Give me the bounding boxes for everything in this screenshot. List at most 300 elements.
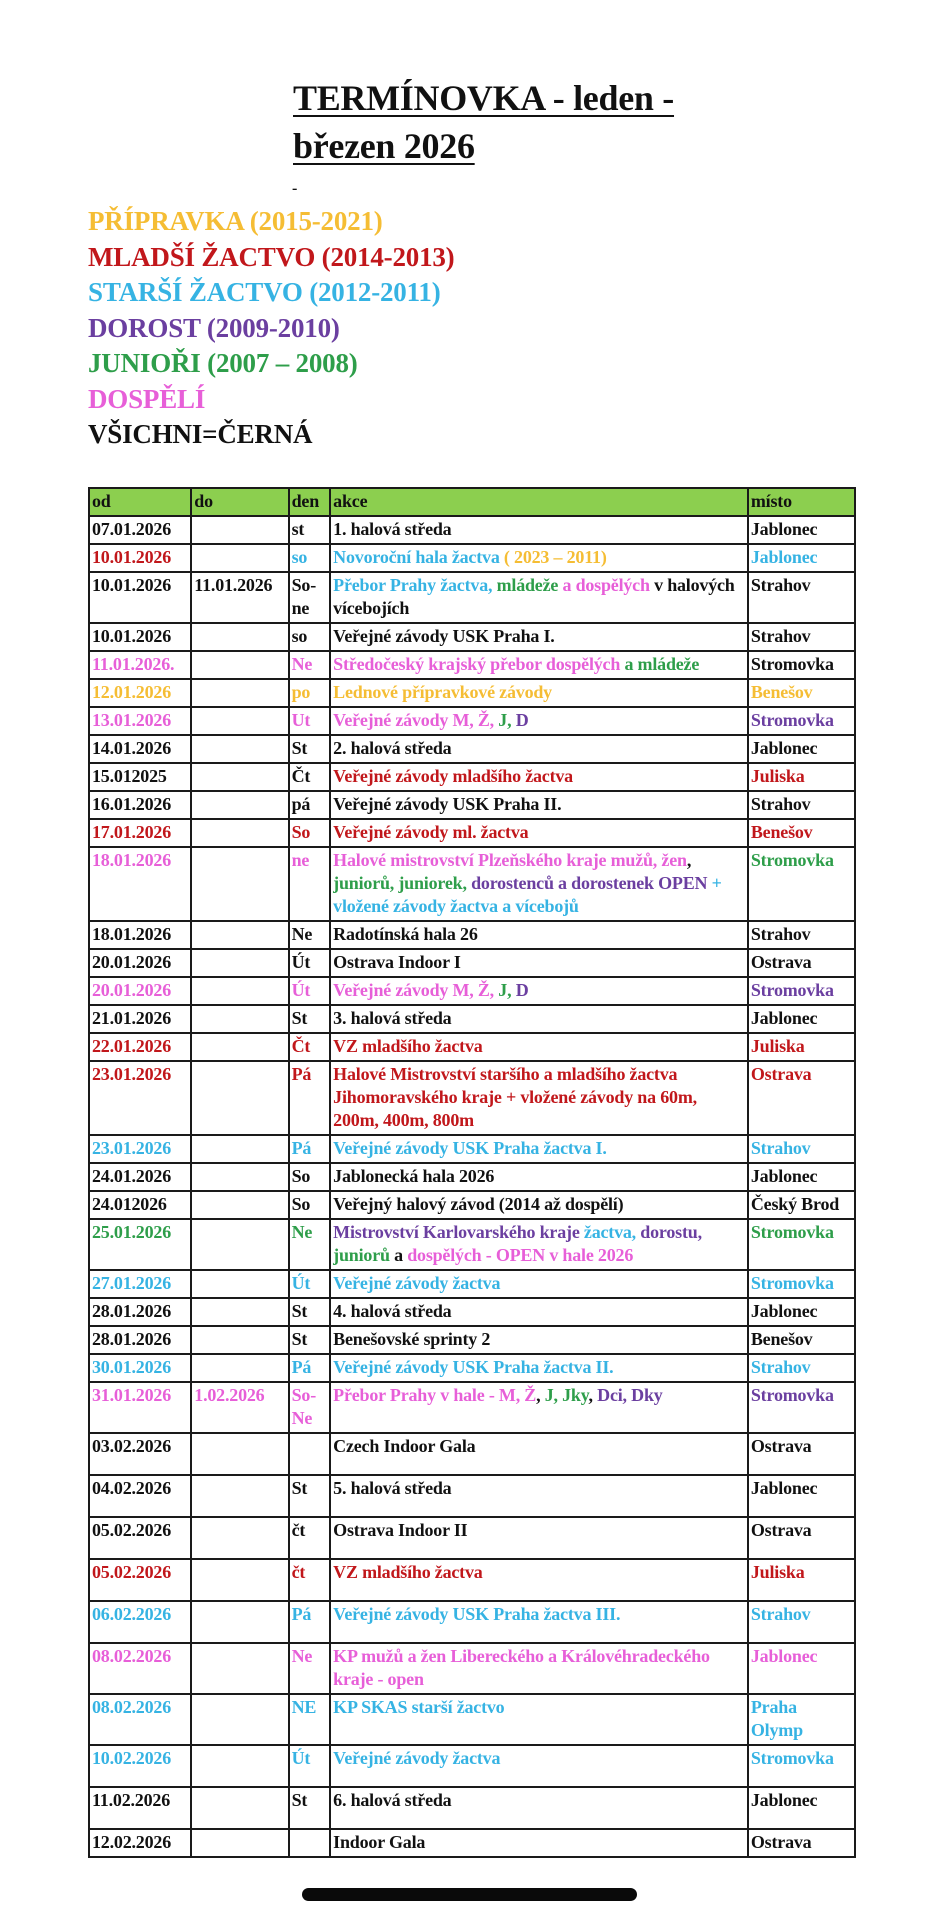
cell-den: St [289,1475,331,1517]
cell-akce [330,1787,748,1829]
cell-od: 08.02.2026 [89,1643,191,1694]
cell-misto: Strahov [748,1601,855,1643]
cell-od: 28.01.2026 [89,1298,191,1326]
cell-misto: Benešov [748,679,855,707]
akce-segment: , [588,1385,598,1405]
akce-segment: Lednové přípravkové závody [333,682,552,702]
cell-do [191,623,288,651]
cell-misto: Strahov [748,572,855,623]
cell-akce [330,651,748,679]
cell-misto: Jablonec [748,544,855,572]
cell-akce [330,763,748,791]
cell-do [191,1517,288,1559]
table-row [89,1061,855,1135]
table-row [89,1298,855,1326]
cell-od: 10.01.2026 [89,572,191,623]
cell-misto: Benešov [748,1326,855,1354]
cell-od: 20.01.2026 [89,949,191,977]
cell-do [191,1061,288,1135]
cell-do [191,1163,288,1191]
header-den: den [289,488,331,516]
akce-segment: Veřejné závody žactva [333,1273,501,1293]
akce-segment: a dospělých [562,575,655,595]
cell-od: 24.01.2026 [89,1163,191,1191]
akce-segment: Ostrava Indoor II [333,1520,468,1540]
cell-do [191,1270,288,1298]
akce-segment: v halových vícebojích [333,575,735,618]
cell-akce [330,1643,748,1694]
cell-misto: Ostrava [748,1829,855,1857]
cell-od: 20.01.2026 [89,977,191,1005]
cell-od: 31.01.2026 [89,1382,191,1433]
cell-od: 11.01.2026. [89,651,191,679]
cell-den: Pá [289,1354,331,1382]
cell-do [191,516,288,544]
akce-segment: J, [498,710,516,730]
cell-akce [330,707,748,735]
cell-den: Út [289,977,331,1005]
cell-akce [330,1517,748,1559]
akce-segment: VZ mladšího žactva [333,1562,483,1582]
cell-misto: Jablonec [748,1475,855,1517]
table-row [89,1517,855,1559]
akce-segment: a mládeže [624,654,700,674]
cell-akce [330,623,748,651]
cell-do [191,1219,288,1270]
cell-akce [330,977,748,1005]
table-row [89,1326,855,1354]
table-row [89,1033,855,1061]
cell-den: Ne [289,1219,331,1270]
cell-den: Pá [289,1135,331,1163]
akce-segment: Středočeský krajský přebor dospělých [333,654,625,674]
cell-od: 11.02.2026 [89,1787,191,1829]
akce-segment: VZ mladšího žactva [333,1036,483,1056]
cell-akce [330,1326,748,1354]
color-legend [88,204,454,453]
cell-misto: Ostrava [748,1061,855,1135]
cell-akce [330,1745,748,1787]
cell-misto: Juliska [748,1033,855,1061]
cell-misto: Strahov [748,623,855,651]
akce-segment: , [686,850,692,870]
cell-akce [330,1163,748,1191]
legend-item: DOSPĚLÍ [88,383,206,414]
table-row [89,1005,855,1033]
cell-akce [330,1601,748,1643]
akce-segment: KP SKAS starší žactvo [333,1697,505,1717]
table-row [89,679,855,707]
akce-segment: Veřejné závody USK Praha žactva I. [333,1138,607,1158]
akce-segment: dospělých - OPEN v hale 2026 [407,1245,634,1265]
cell-akce [330,949,748,977]
cell-den: so [289,623,331,651]
title-line-2: březen 2026 [293,126,475,166]
cell-misto: Juliska [748,763,855,791]
akce-segment: 6. halová středa [333,1790,452,1810]
akce-segment: Veřejný halový závod (2014 až dospělí) [333,1194,624,1214]
cell-do [191,1135,288,1163]
cell-od: 18.01.2026 [89,847,191,921]
cell-akce [330,1475,748,1517]
akce-segment: Ostrava Indoor I [333,952,461,972]
table-row [89,1601,855,1643]
table-row [89,1559,855,1601]
table-row [89,1475,855,1517]
cell-misto: Jablonec [748,1787,855,1829]
akce-segment: D [515,710,529,730]
cell-akce [330,1298,748,1326]
akce-segment: Mistrovství Karlovarského kraje [333,1222,584,1242]
cell-den: St [289,1326,331,1354]
akce-segment: 4. halová středa [333,1301,452,1321]
legend-item: VŠICHNI=ČERNÁ [88,419,313,449]
table-row [89,1694,855,1745]
akce-segment: Benešovské sprinty 2 [333,1329,491,1349]
cell-od: 10.01.2026 [89,544,191,572]
akce-segment: Veřejné závody žactva [333,1748,501,1768]
akce-segment: dorostu, [640,1222,702,1242]
cell-akce [330,847,748,921]
akce-segment: žactva, [583,1222,641,1242]
cell-misto: Jablonec [748,516,855,544]
cell-den: NE [289,1694,331,1745]
cell-den: So [289,819,331,847]
cell-den: Ne [289,1643,331,1694]
akce-segment: juniorů [333,1245,395,1265]
table-row [89,847,855,921]
cell-den: So-Ne [289,1382,331,1433]
cell-misto: Jablonec [748,1005,855,1033]
akce-segment: a [394,1245,408,1265]
table-row [89,1270,855,1298]
cell-do [191,791,288,819]
cell-akce [330,1219,748,1270]
cell-od: 08.02.2026 [89,1694,191,1745]
cell-akce [330,1033,748,1061]
table-row [89,1163,855,1191]
cell-den: Čt [289,763,331,791]
table-row [89,735,855,763]
cell-misto: Jablonec [748,735,855,763]
cell-od: 16.01.2026 [89,791,191,819]
akce-segment: Halové mistrovství Plzeňského kraje mužů, žen [333,850,687,870]
akce-segment: Veřejné závody USK Praha II. [333,794,562,814]
cell-akce [330,1354,748,1382]
legend-item: PŘÍPRAVKA (2015-2021) [88,206,383,236]
cell-den: Út [289,949,331,977]
home-indicator[interactable] [302,1888,637,1901]
cell-akce [330,679,748,707]
cell-akce [330,1135,748,1163]
cell-do [191,819,288,847]
cell-do [191,735,288,763]
cell-do [191,1005,288,1033]
cell-od: 07.01.2026 [89,516,191,544]
table-row [89,572,855,623]
cell-den: po [289,679,331,707]
cell-od: 27.01.2026 [89,1270,191,1298]
cell-den: St [289,1787,331,1829]
cell-den: Út [289,1270,331,1298]
cell-misto: Stromovka [748,1745,855,1787]
cell-do [191,921,288,949]
akce-segment: Přebor Prahy v hale - M, Ž [333,1385,537,1405]
cell-misto: Juliska [748,1559,855,1601]
cell-od: 14.01.2026 [89,735,191,763]
cell-do [191,1601,288,1643]
cell-od: 30.01.2026 [89,1354,191,1382]
cell-od: 15.012025 [89,763,191,791]
akce-segment: Radotínská hala 26 [333,924,478,944]
cell-misto: Jablonec [748,1643,855,1694]
cell-den: Pá [289,1601,331,1643]
cell-den: St [289,1298,331,1326]
cell-akce [330,572,748,623]
cell-den: čt [289,1559,331,1601]
cell-do [191,1433,288,1475]
akce-segment: ( 2023 – 2011) [503,547,607,567]
table-row [89,544,855,572]
table-header-row [89,488,855,516]
table-row [89,1745,855,1787]
cell-akce [330,1005,748,1033]
table-row [89,791,855,819]
akce-segment: D [515,980,529,1000]
cell-do [191,1694,288,1745]
akce-segment: dorostenců a dorostenek OPEN [471,873,712,893]
cell-den: st [289,516,331,544]
cell-den: St [289,1005,331,1033]
akce-segment: juniorů, juniorek, [333,873,472,893]
cell-den: Ne [289,651,331,679]
cell-misto: Stromovka [748,847,855,921]
akce-segment: J, [498,980,516,1000]
akce-segment: Veřejné závody M, Ž, [333,710,499,730]
cell-misto: Stromovka [748,1219,855,1270]
table-row [89,1354,855,1382]
cell-do: 11.01.2026 [191,572,288,623]
table-row [89,949,855,977]
cell-do [191,1475,288,1517]
page-title [293,74,763,170]
akce-segment: Veřejné závody USK Praha I. [333,626,555,646]
stray-dash: - [292,180,298,197]
cell-akce [330,1829,748,1857]
legend-item: JUNIOŘI (2007 – 2008) [88,348,358,378]
cell-misto: Strahov [748,921,855,949]
cell-akce [330,1382,748,1433]
akce-segment: KP mužů a žen Libereckého a Královéhradeckého kraje - open [333,1646,710,1689]
cell-od: 10.01.2026 [89,623,191,651]
cell-od: 10.02.2026 [89,1745,191,1787]
cell-do [191,763,288,791]
cell-od: 28.01.2026 [89,1326,191,1354]
cell-misto: Benešov [748,819,855,847]
cell-akce [330,544,748,572]
akce-segment: 2. halová středa [333,738,452,758]
akce-segment: Novoroční hala žactva [333,547,504,567]
header-misto: místo [748,488,855,516]
cell-do [191,1787,288,1829]
cell-do: 1.02.2026 [191,1382,288,1433]
title-line-1: TERMÍNOVKA - leden - [293,78,675,118]
cell-den: Ne [289,921,331,949]
cell-den [289,1829,331,1857]
header-do: do [191,488,288,516]
cell-den: So [289,1191,331,1219]
cell-misto: Jablonec [748,1163,855,1191]
cell-do [191,544,288,572]
cell-den: Ut [289,707,331,735]
cell-od: 18.01.2026 [89,921,191,949]
akce-segment: Veřejné závody mladšího žactva [333,766,573,786]
akce-segment: + vložené závody žactva a vícebojů [333,873,722,916]
cell-do [191,1326,288,1354]
cell-od: 04.02.2026 [89,1475,191,1517]
cell-misto: Stromovka [748,651,855,679]
legend-item: MLADŠÍ ŽACTVO (2014-2013) [88,241,455,272]
cell-do [191,949,288,977]
cell-do [191,1033,288,1061]
cell-od: 17.01.2026 [89,819,191,847]
cell-misto: Stromovka [748,1270,855,1298]
akce-segment: Přebor Prahy žactva, [333,575,497,595]
cell-den: so [289,544,331,572]
table-row [89,1787,855,1829]
schedule-table [88,487,856,1858]
cell-akce [330,1061,748,1135]
cell-den: ne [289,847,331,921]
table-row [89,1219,855,1270]
table-row [89,977,855,1005]
akce-segment: Jablonecká hala 2026 [333,1166,495,1186]
cell-od: 05.02.2026 [89,1517,191,1559]
cell-do [191,977,288,1005]
cell-do [191,707,288,735]
cell-do [191,1745,288,1787]
cell-od: 21.01.2026 [89,1005,191,1033]
akce-segment: 1. halová středa [333,519,452,539]
cell-akce [330,1191,748,1219]
akce-segment: Indoor Gala [333,1832,426,1852]
cell-misto: Ostrava [748,949,855,977]
cell-do [191,1559,288,1601]
cell-den: So [289,1163,331,1191]
akce-segment: Halové Mistrovství staršího a mladšího žactva Jihomoravského kraje + vložené závody na 60m, 200m, 400m, 800m [333,1064,697,1130]
cell-misto: Jablonec [748,1298,855,1326]
cell-den: St [289,735,331,763]
cell-den: Čt [289,1033,331,1061]
table-row [89,516,855,544]
cell-misto: Stromovka [748,977,855,1005]
akce-segment: Veřejné závody USK Praha žactva II. [333,1357,614,1377]
cell-misto: Český Brod [748,1191,855,1219]
table-row [89,1433,855,1475]
cell-od: 25.01.2026 [89,1219,191,1270]
cell-den: So-ne [289,572,331,623]
legend-item: DOROST (2009-2010) [88,312,340,343]
cell-do [191,679,288,707]
cell-od: 23.01.2026 [89,1061,191,1135]
cell-od: 24.012026 [89,1191,191,1219]
cell-do [191,651,288,679]
header-od: od [89,488,191,516]
cell-misto: Stromovka [748,1382,855,1433]
table-row [89,651,855,679]
cell-od: 13.01.2026 [89,707,191,735]
akce-segment: 5. halová středa [333,1478,452,1498]
akce-segment: 3. halová středa [333,1008,452,1028]
cell-od: 12.01.2026 [89,679,191,707]
cell-akce [330,735,748,763]
cell-misto: Ostrava [748,1517,855,1559]
cell-od: 23.01.2026 [89,1135,191,1163]
cell-akce [330,819,748,847]
cell-akce [330,1270,748,1298]
cell-misto: Strahov [748,1354,855,1382]
table-row [89,623,855,651]
akce-segment: , [536,1385,545,1405]
cell-den: čt [289,1517,331,1559]
cell-misto: Strahov [748,791,855,819]
cell-den: pá [289,791,331,819]
cell-do [191,1191,288,1219]
table-row [89,1382,855,1433]
cell-akce [330,921,748,949]
table-row [89,921,855,949]
akce-segment: Veřejné závody M, Ž, [333,980,499,1000]
table-row [89,1643,855,1694]
table-row [89,1191,855,1219]
cell-misto: Praha Olymp [748,1694,855,1745]
akce-segment: Veřejné závody ml. žactva [333,822,529,842]
cell-misto: Ostrava [748,1433,855,1475]
cell-akce [330,1694,748,1745]
table-row [89,1135,855,1163]
cell-do [191,1298,288,1326]
legend-item: STARŠÍ ŽACTVO (2012-2011) [88,277,441,307]
akce-segment: Dci, Dky [597,1385,663,1405]
cell-den: Út [289,1745,331,1787]
cell-akce [330,1433,748,1475]
header-akce: akce [330,488,748,516]
cell-od: 22.01.2026 [89,1033,191,1061]
akce-segment: mládeže [496,575,563,595]
cell-akce [330,1559,748,1601]
cell-od: 03.02.2026 [89,1433,191,1475]
cell-misto: Strahov [748,1135,855,1163]
cell-den: Pá [289,1061,331,1135]
cell-od: 12.02.2026 [89,1829,191,1857]
cell-do [191,1354,288,1382]
akce-segment: Veřejné závody USK Praha žactva III. [333,1604,621,1624]
cell-akce [330,791,748,819]
cell-do [191,847,288,921]
akce-segment: Czech Indoor Gala [333,1436,476,1456]
cell-od: 05.02.2026 [89,1559,191,1601]
cell-do [191,1829,288,1857]
table-row [89,763,855,791]
akce-segment: J, Jky [544,1385,589,1405]
cell-od: 06.02.2026 [89,1601,191,1643]
cell-do [191,1643,288,1694]
table-row [89,1829,855,1857]
table-row [89,707,855,735]
cell-misto: Stromovka [748,707,855,735]
cell-akce [330,516,748,544]
table-row [89,819,855,847]
